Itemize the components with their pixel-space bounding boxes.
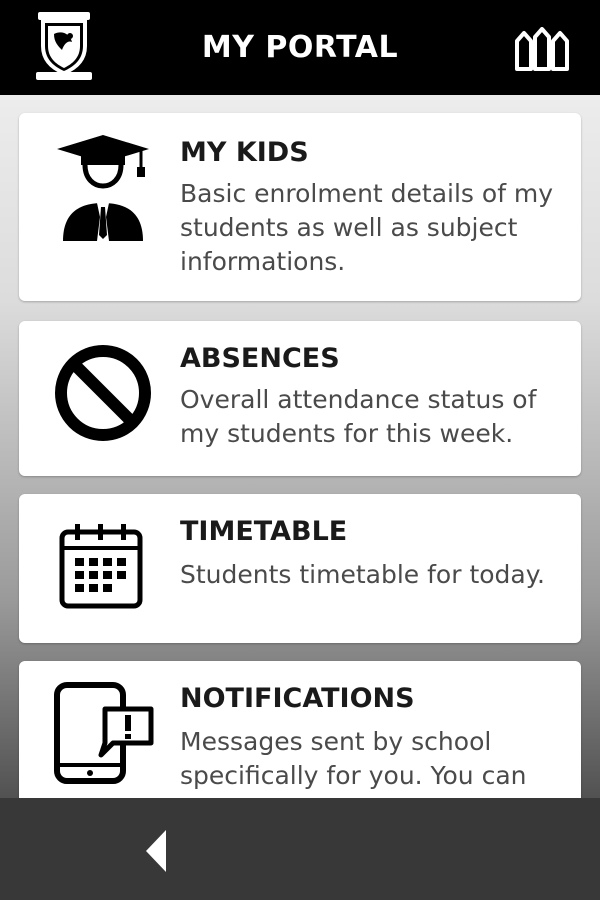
card-title: NOTIFICATIONS [180, 683, 415, 714]
school-crest-icon[interactable] [32, 10, 96, 82]
calendar-icon [53, 520, 149, 610]
page-title: MY PORTAL [201, 30, 399, 65]
card-title: TIMETABLE [180, 516, 348, 547]
graduate-icon [53, 131, 153, 241]
card-timetable[interactable] [19, 494, 581, 643]
prohibited-icon [53, 343, 153, 443]
bottom-nav-bar [0, 798, 600, 900]
card-title: MY KIDS [180, 137, 309, 168]
card-description: Overall attendance status of my students for this week. [180, 385, 537, 448]
card-description: Students timetable for today. [180, 560, 545, 589]
card-my-kids[interactable] [19, 113, 581, 301]
card-absences[interactable] [19, 321, 581, 476]
card-description: Messages sent by school specifically for you. You can [180, 727, 527, 790]
tablet-alert-icon [53, 681, 157, 785]
card-title: ABSENCES [180, 343, 340, 374]
card-description: Basic enrolment details of my students as well as subject informations. [180, 179, 554, 276]
back-arrow-icon[interactable] [130, 816, 186, 882]
buildings-icon[interactable] [514, 27, 570, 71]
header-bar [0, 0, 600, 95]
